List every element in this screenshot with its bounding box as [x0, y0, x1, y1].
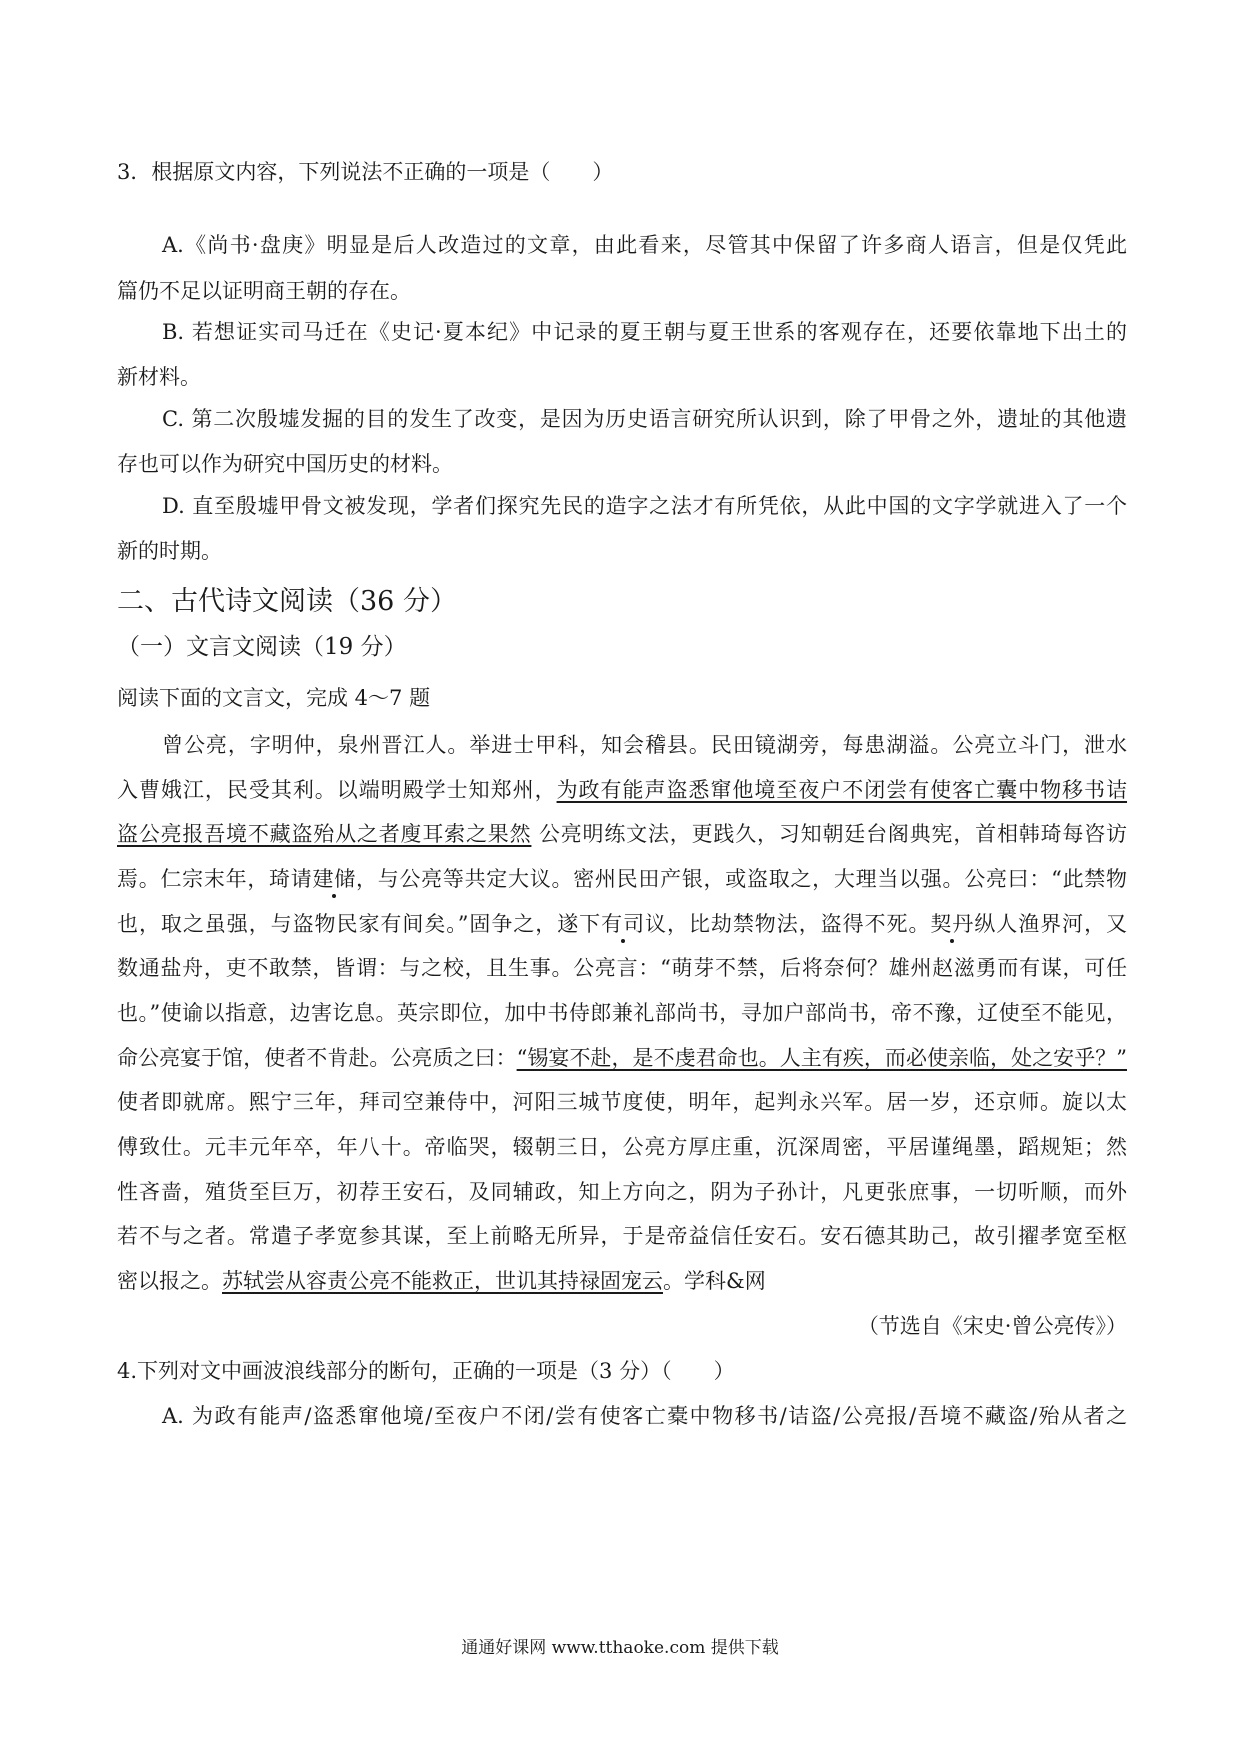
- passage-text: 也，取之虽强，与盗物民家有间矣。”固争之，遂下: [117, 912, 602, 936]
- wavy-underlined-text: 为政有能声盗悉窜他境至夜户不闭尝有使客亡囊中物移书诘: [556, 778, 1128, 802]
- subsection-heading: （一）文言文阅读（19 分）: [117, 634, 407, 660]
- q3-option-b-line1: B. 若想证实司马迁在《史记·夏本纪》中记录的夏王朝与夏王世系的客观存在，还要依靠地下出土的: [162, 320, 1127, 344]
- passage-line: 使者即就席。熙宁三年，拜司空兼侍中，河阳三城节度使，明年，起判永兴军。居一岁，还京师。旋以太: [117, 1090, 1127, 1114]
- passage-line: 若不与之者。常遣子孝宽参其谋，至上前略无所异，于是帝益信任安石。安石德其助己，故引擢孝宽至枢: [117, 1224, 1127, 1248]
- passage-line: 也。”使谕以指意，边害讫息。英宗即位，加中书侍郎兼礼部尚书，寻加户部尚书，帝不豫，辽使至不能见，: [117, 1001, 1127, 1025]
- passage-text: 。学科&网: [663, 1269, 766, 1293]
- wavy-underlined-text: 盗公亮报吾境不藏盗殆从之者廋耳索之果然: [117, 822, 532, 846]
- page-footer: 通通好课网 www.tthaoke.com 提供下载: [461, 1638, 779, 1658]
- passage-line: [117, 776, 1127, 804]
- passage-text: 命公亮宴于馆，使者不肯赴。公亮质之曰：: [117, 1046, 517, 1070]
- passage-line: 数通盐舟，吏不敢禁，皆谓：与之校，且生事。公亮言：“萌芽不禁，后将奈何？雄州赵滋勇而有谋，可任: [117, 956, 1127, 980]
- emphasis-dotted-text: 契丹: [930, 912, 975, 936]
- question-3-stem: 3．根据原文内容，下列说法不正确的一项是（ ）: [117, 160, 614, 184]
- passage-line: [117, 1267, 766, 1295]
- underlined-text: “锡宴不赴，是不虔君命也。人主有疾，而必使亲临，处之安乎？”: [516, 1046, 1127, 1070]
- q3-option-b-line2: 新材料。: [117, 365, 201, 389]
- q3-option-a-line1: A.《尚书·盘庚》明显是后人改造过的文章，由此看来，尽管其中保留了许多商人语言，但是仅凭此: [162, 233, 1127, 257]
- passage-text: 公亮明练文法，更践久，习知朝廷台阁典宪，首相韩琦每咨访: [538, 822, 1128, 846]
- passage-line: [117, 1044, 1127, 1072]
- passage-line: 性吝啬，殖货至巨万，初荐王安石，及同辅政，知上方向之，阴为子孙计，凡更张庶事，一切听顺，而外: [117, 1180, 1127, 1204]
- passage-line: [117, 820, 1127, 848]
- q3-option-d-line2: 新的时期。: [117, 539, 222, 563]
- q4-option-a: A. 为政有能声/盗悉窜他境/至夜户不闭/尝有使客亡橐中物移书/诘盗/公亮报/吾境不藏盗/殆从者之: [162, 1404, 1127, 1428]
- reading-instruction: 阅读下面的文言文，完成 4～7 题: [117, 686, 431, 710]
- passage-line: [117, 865, 1127, 893]
- question-4-stem: 4.下列对文中画波浪线部分的断句，正确的一项是（3 分）（ ）: [117, 1359, 735, 1383]
- passage-text: 纵人渔界河，又: [974, 912, 1128, 936]
- section-heading: 二、古代诗文阅读（36 分）: [117, 586, 457, 617]
- passage-line: 傅致仕。元丰元年卒，年八十。帝临哭，辍朝三日，公亮方厚庄重，沉深周密，平居谨绳墨，蹈规矩；然: [117, 1135, 1127, 1159]
- passage-text: 议，比劫禁物法，盗得不死。: [645, 912, 931, 936]
- q3-option-c-line2: 存也可以作为研究中国历史的材料。: [117, 452, 453, 476]
- passage-text: 焉。仁宗末年，琦请: [117, 867, 313, 891]
- passage-line: [117, 910, 1127, 938]
- emphasis-dotted-text: 有司: [601, 912, 646, 936]
- passage-text: ，与公亮等共定大议。密州民田产银，或盗取之，大理当以强。公亮曰：“此禁物: [355, 867, 1128, 891]
- dotted-term: [313, 867, 356, 891]
- passage-text: 入曹娥江，民受其利。以端明殿学士知郑州，: [117, 778, 557, 802]
- q3-option-c-line1: C. 第二次殷墟发掘的目的发生了改变，是因为历史语言研究所认识到，除了甲骨之外，遗址的其他遗: [162, 407, 1127, 431]
- passage-text: 密以报之。: [117, 1269, 222, 1293]
- passage-source: （节选自《宋史·曾公亮传》）: [857, 1314, 1127, 1338]
- underlined-text: 苏轼尝从容责公亮不能救正，世讥其持禄固宠云: [222, 1269, 663, 1293]
- emphasis-dotted-text: 建储: [312, 867, 356, 891]
- q3-option-a-line2: 篇仍不足以证明商王朝的存在。: [117, 279, 411, 303]
- q3-option-d-line1: D. 直至殷墟甲骨文被发现，学者们探究先民的造字之法才有所凭依，从此中国的文字学就进入了一个: [162, 494, 1127, 518]
- passage-line: 曾公亮，字明仲，泉州晋江人。举进士甲科，知会稽县。民田镜湖旁，每患湖溢。公亮立斗门，泄水: [162, 733, 1127, 757]
